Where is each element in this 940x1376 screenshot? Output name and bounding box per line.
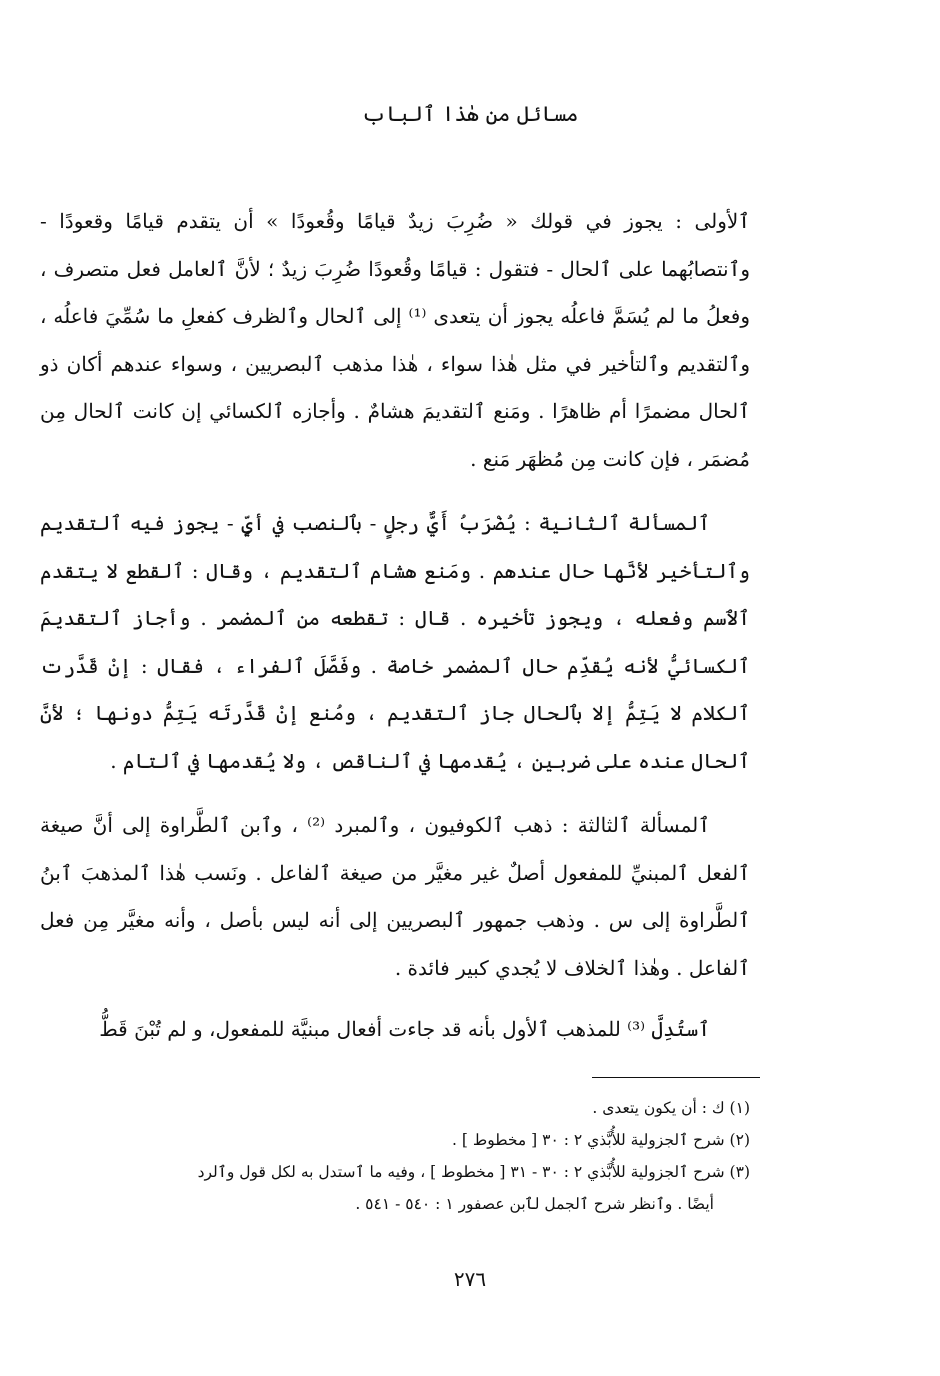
paragraph-3: ٱلمسألة ٱلثالثة : ذهب ٱلكوفيون ، وٱلمبرد ⁽²⁾ ، وٱبن ٱلطَّراوة إلى أنَّ صيغة ٱلفعل ٱلمبنيِّ للمفعول أصلٌ غير مغيَّر من صيغة ٱلفاعل . ونَسب هٰذا ٱلمذهبَ ٱبنُ ٱلطَّراوة إلى س . وذهب جمهور ٱلبصريين إلى أنه ليس بأصل ، وأنه مغيَّر مِن فعل ٱلفاعل . وهٰذا ٱلخلاف لا يُجدي كبير فائدة .	[40, 813, 750, 980]
running-head: مسائل من هٰذا ٱلباب	[361, 102, 579, 126]
footnote-2: (٢) شرح ٱلجزولية للأُبَّذي ٢ : ٣٠ [ مخطوط ] .	[452, 1131, 750, 1149]
page-number: ٢٧٦	[453, 1267, 487, 1291]
footnotes	[40, 1092, 750, 1220]
main-text	[40, 198, 750, 1054]
paragraph-4: ٱستُدِلَّ ⁽³⁾ للمذهب ٱلأول بأنه قد جاءت أفعال مبنيَّة للمفعول، و لم تُبْنَ قَطُّ	[99, 1017, 710, 1041]
footnote-1: (١) ك : أن يكون يتعدى .	[592, 1099, 750, 1117]
footnote-3: (٣) شرح ٱلجزولية للأُبَّذي ٢ : ٣٠ - ٣١ [ مخطوط ] ، وفيه ما ٱستدل به لكل قول وٱلرد	[197, 1163, 750, 1181]
paragraph-1: ٱلأولى : يجوز في قولك « ضُرِبَ زيدٌ قيامًا وقُعودًا » أن يتقدم قيامًا وقعودًا - وٱنتصابُهما على ٱلحال - فتقول : قيامًا وقُعودًا ضُرِبَ زيدٌ ؛ لأنَّ ٱلعامل فعل متصرف ، وفعلُ ما لم يُسَمَّ فاعلُه يجوز أن يتعدى ⁽¹⁾ إلى ٱلحال وٱلظرف كفعلِ ما سُمِّيَ فاعلُه ، وٱلتقديم وٱلتأخير في مثل هٰذا سواء ، هٰذا مذهب ٱلبصريين ، وسواء عندهم أكان ذو ٱلحال مضمرًا أم ظاهرًا . ومَنع ٱلتقديمَ هشامٌ . وأجازه ٱلكسائي إن كانت ٱلحال مِن مُضمَر ، فإن كانت مِن مُظهَر مَنع .	[40, 209, 750, 471]
footnote-3-continuation: أيضًا . وٱنظر شرح ٱلجمل لٱبن عصفور ١ : ٥٤٠ - ٥٤١ .	[355, 1195, 714, 1213]
footnote-separator	[592, 1077, 760, 1078]
paragraph-2: ٱلمسألة ٱلثانية : يُضْرَبُ أَيٌّ رجلٍ - بٱلنصب في أيٍّ - يجوز فيه ٱلتقديم وٱلتأخير لأنَّها حال عندهم . ومَنع هشام ٱلتقديم ، وقال : ٱلقطع لا يتقدم ٱلٱسم وفعله ، ويجوز تأخيره . قال : تقطعه من ٱلمضمر . وأجاز ٱلتقديمَ ٱلكسائيُّ لأنه يُقدِّم حال ٱلمضمر خاصة . وفَصَّلَ ٱلفراء ، فقال : إنْ قَدَّرت ٱلكلام لا يَتِمُّ إلا بٱلحال جاز ٱلتقديم ، ومُنع إنْ قَدَّرتَه يَتِمُّ دونها ؛ لأنَّ ٱلحال عنده على ضربين ، يُقدمها في ٱلناقص ، ولا يُقدمها في ٱلتام .	[40, 511, 750, 773]
